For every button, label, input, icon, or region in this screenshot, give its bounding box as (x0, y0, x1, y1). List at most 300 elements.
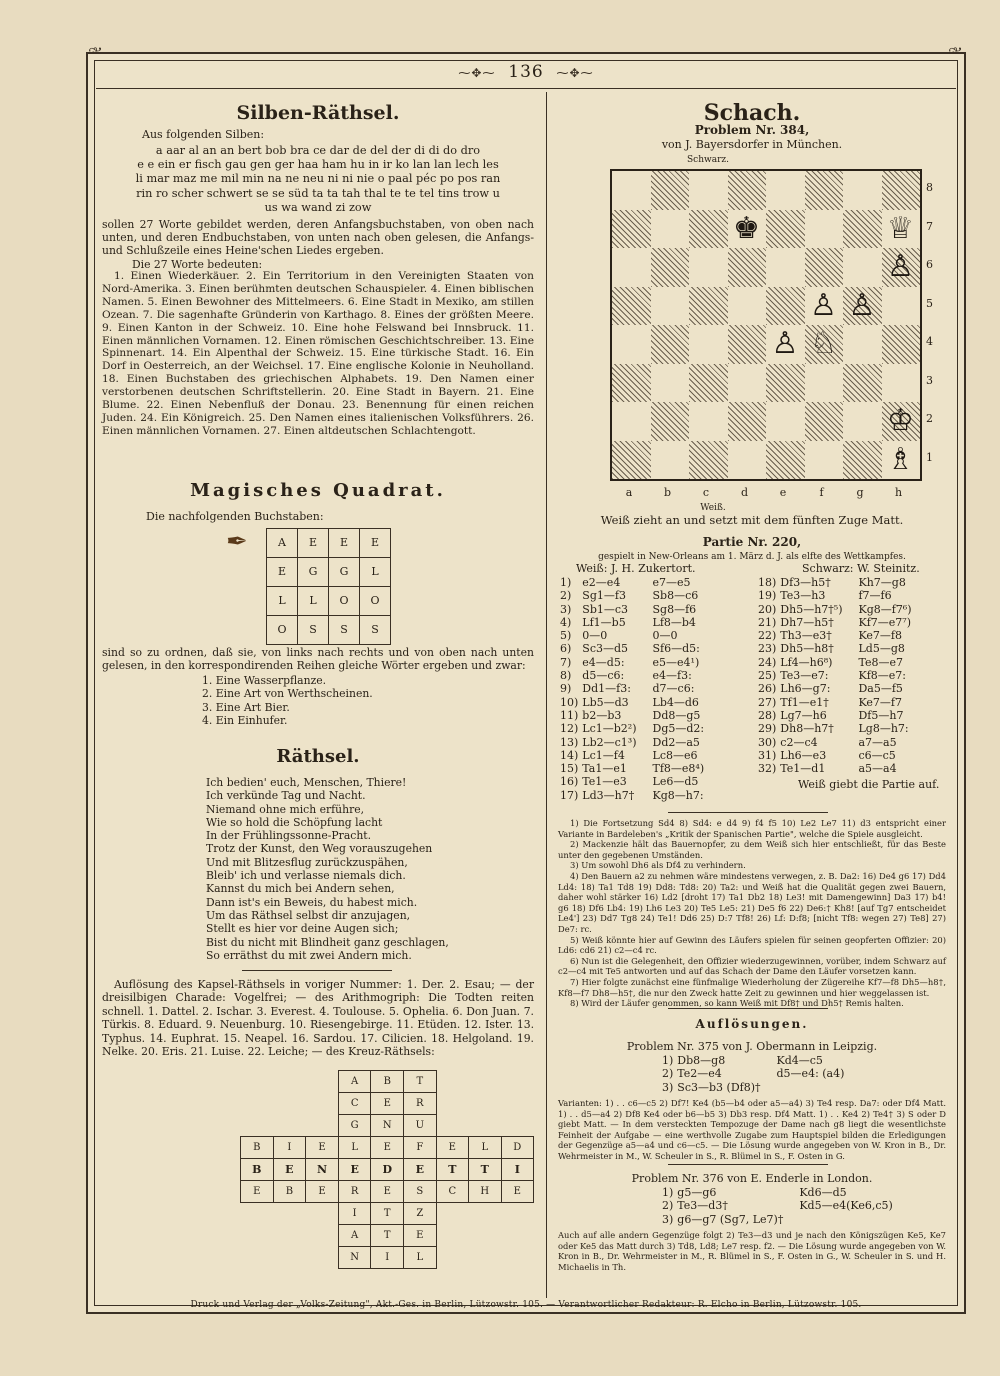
cross-cell: I (273, 1137, 305, 1159)
silben-title: Silben-Räthsel. (236, 102, 400, 124)
magic-row (267, 529, 391, 558)
cross-cell (273, 1247, 305, 1269)
magic-item: 4. Ein Einhufer. (202, 714, 288, 728)
cross-cell: B (371, 1071, 404, 1093)
cross-cell (469, 1203, 502, 1225)
white-pawn-icon: ♙ (771, 326, 799, 361)
board-square (766, 441, 805, 480)
magic-cell: L (298, 587, 329, 616)
cross-cell (241, 1071, 274, 1093)
board-square (651, 402, 690, 441)
problem-task: Weiß zieht an und setzt mit dem fünften Zuge Matt. (600, 513, 904, 527)
white-queen-icon: ♕ (887, 210, 914, 246)
cross-cell (273, 1093, 305, 1115)
chess-board (610, 169, 922, 481)
cross-cell: T (371, 1225, 404, 1247)
cross-cell (306, 1247, 339, 1269)
cross-cell: E (404, 1159, 436, 1181)
cross-cell (241, 1093, 274, 1115)
black-move: Ke7—f8 (858, 629, 902, 643)
magic-cell: E (298, 529, 329, 558)
poem-line: Wie so hold die Schöpfung lacht (206, 815, 383, 829)
board-square (728, 402, 767, 441)
white-move: g5—g6 (677, 1186, 717, 1199)
move-row (756, 736, 914, 749)
board-square (728, 441, 767, 480)
board-square (728, 325, 767, 364)
board-square (805, 210, 844, 249)
move-number: 1) (560, 576, 572, 589)
syllable-line: li mar maz me mil min na ne neu ni ni nie o paal péc po pos ran (135, 172, 501, 186)
footnotes (558, 818, 946, 1009)
white-move: Sb1—c3 (582, 602, 629, 616)
black-move: Kd5—e4(Ke6,c5) (799, 1199, 893, 1213)
white-move: 0—0 (582, 629, 608, 643)
cross-cell: T (371, 1203, 404, 1225)
p375-title: Problem Nr. 375 von J. Obermann in Leipzig. (626, 1040, 878, 1053)
black-move (785, 1213, 894, 1226)
rank-label: 2 (926, 412, 933, 425)
quill-icon: ✒ (226, 527, 248, 557)
magic-cell: S (329, 616, 360, 645)
cross-cell: D (501, 1137, 533, 1159)
poem-line: Um das Räthsel selbst dir anzujagen, (206, 908, 411, 922)
white-move: Lh6—g7: (780, 682, 831, 696)
black-player: Schwarz: W. Steinitz. (802, 562, 920, 575)
board-square (612, 441, 651, 480)
board-square (766, 402, 805, 441)
move-number: 3) (560, 602, 572, 616)
white-move: Ld3—h7† (582, 788, 635, 802)
white-move: Dh7—h5† (780, 615, 834, 629)
cross-cell (501, 1247, 533, 1269)
move-number: 8) (560, 669, 572, 683)
move-number: 11) (560, 708, 579, 722)
magic-square-grid (266, 528, 391, 645)
file-label: f (819, 486, 824, 499)
move-number: 13) (560, 735, 579, 749)
schach-title: Schach. (703, 100, 801, 126)
white-move: g6—g7 (Sg7, Le7)† (677, 1212, 784, 1226)
cross-cell (306, 1203, 339, 1225)
syllable-line: a aar al an an bert bob bra ce dar de del der di di do dro (155, 144, 481, 157)
black-move: Kd6—d5 (799, 1186, 847, 1199)
poem-line: Kannst du mich bei Andern sehen, (206, 882, 395, 896)
move-number: 12) (560, 722, 579, 736)
black-move: Df5—h7 (858, 708, 904, 722)
board-square (882, 325, 921, 364)
board-square (882, 364, 921, 403)
cross-cell: L (469, 1137, 502, 1159)
board-square (651, 325, 690, 364)
white-move: Dh8—h7† (780, 722, 834, 736)
file-label: h (894, 486, 903, 499)
move-row (756, 629, 914, 642)
white-king-icon: ♔ (887, 403, 914, 438)
white-move: Te2—e4 (677, 1067, 722, 1081)
magic-item: 3. Eine Art Bier. (202, 700, 290, 714)
cross-cell: I (501, 1159, 533, 1181)
rank-label: 4 (926, 335, 933, 348)
cross-cell: I (371, 1247, 404, 1269)
move-number: 5) (560, 629, 572, 643)
board-square (805, 171, 844, 210)
black-move (763, 1081, 847, 1094)
cross-cell (501, 1071, 533, 1093)
board-square (651, 441, 690, 480)
board-square (843, 364, 882, 403)
board-square (766, 364, 805, 403)
white-move: Te1—e3 (582, 775, 627, 789)
board-square (689, 210, 728, 249)
poem-line: Ich bedien' euch, Menschen, Thiere! (206, 776, 407, 789)
move-number: 20) (758, 602, 777, 616)
black-move: Lg8—h7: (858, 722, 909, 736)
move-number: 27) (758, 695, 777, 709)
move-row (756, 616, 914, 629)
white-knight-icon: ♘ (810, 326, 837, 361)
board-square (728, 287, 767, 326)
board-square (612, 402, 651, 441)
syllable-line: rin ro scher schwert se se süd ta ta tah thal te te tel tins trow u (136, 186, 500, 200)
rank-label: 7 (926, 219, 933, 233)
move-number: 15) (560, 762, 579, 776)
divider (668, 1164, 828, 1165)
move-row (660, 1054, 846, 1067)
magic-text: sind so zu ordnen, daß sie, von links nach rechts und von oben nach unten gelesen, in den korrespondirenden Reihen gleiche Wörter ergeben und zwar: (102, 646, 534, 673)
move-number: 14) (560, 748, 579, 762)
board-square (728, 171, 767, 210)
black-move: Kf7—e7⁷) (858, 615, 911, 629)
move-row (558, 642, 706, 655)
move-row (558, 722, 706, 735)
magic-item: 2. Eine Art von Werthscheinen. (202, 687, 373, 701)
magic-cell: O (360, 587, 391, 616)
cross-cell: D (371, 1159, 404, 1181)
silben-syllables (102, 144, 534, 215)
black-move: Tf8—e8⁴) (652, 762, 705, 776)
black-move: Lb4—d6 (652, 695, 699, 709)
black-label: Schwarz. (687, 155, 729, 165)
move-row (756, 669, 914, 682)
poem-line: Trotz der Kunst, den Weg vorauszugehen (206, 842, 433, 856)
board-square (612, 325, 651, 364)
divider (668, 1008, 828, 1009)
black-move: Kg8—f7⁶) (858, 602, 912, 616)
black-move: 0—0 (652, 629, 678, 643)
white-move: Lb5—d3 (582, 695, 629, 709)
file-label: g (856, 486, 864, 499)
move-number: 9) (560, 682, 572, 696)
white-move: Ta1—e1 (582, 762, 627, 776)
magic-row (267, 616, 391, 645)
magic-cell: E (267, 558, 298, 587)
cross-cell: N (338, 1247, 371, 1269)
move-number: 2) (560, 589, 572, 603)
move-number: 23) (758, 642, 777, 656)
p376-title: Problem Nr. 376 von E. Enderle in London. (631, 1172, 873, 1185)
move-row (558, 682, 706, 695)
move-row (756, 696, 914, 709)
cross-cell (273, 1115, 305, 1137)
white-player: Weiß: J. H. Zukertort. (576, 562, 696, 575)
magic-intro: Die nachfolgenden Buchstaben: (146, 510, 324, 523)
board-square (689, 441, 728, 480)
board-square (612, 364, 651, 403)
partie-sub: gespielt in New-Orleans am 1. März d. J. als elfte des Wettkampfes. (598, 552, 906, 562)
move-row (756, 709, 914, 722)
move-number: 3) (662, 1212, 674, 1226)
cross-cell (306, 1071, 339, 1093)
silben-meanings: 1. Einen Wiederkäuer. 2. Ein Territorium in den Vereinigten Staaten von Nord-Amerika. 3. Einen berühmten deutschen Schauspieler. 4. Einen biblischen Namen. 5. Einen Bewohner des Mittelmeers. 6. Eine Stadt in Mexiko, am stillen Ozean. 7. Die sagenhafte Gründerin von Karthago. 8. Eines der größten Meere. 9. Einen Kanton in der Schweiz. 10. Eine hohe Felswand bei Innsbruck. 11. Einen männlichen Vornamen. 12. Einen römischen Geschichtschreiber. 13. Eine Spinnenart. 14. Ein Alpenthal der Schweiz. 15. Eine türkische Stadt. 16. Ein Dorf in Oesterreich, an der Weichsel. 17. Eine englische Kolonie in Neuholland. 18. Einen Buchstaben des griechischen Alphabets. 19. Den Namen einer verstorbenen deutschen Schriftstellerin. 20. Eine Stadt in Bayern. 21. Eine Blume. 22. Einen Nebenfluß der Donau. 23. Benennung für einen reichen Juden. 24. Ein Königreich. 25. Den Namen eines italienischen Volksführers. 26. Einen männlichen Vornamen. 27. Einen altdeutschen Schlachtengott. (102, 270, 534, 437)
white-move: Te3—d3† (677, 1199, 728, 1213)
cross-cell (469, 1093, 502, 1115)
file-label: a (625, 486, 633, 499)
poem-line: In der Frühlingssonne-Pracht. (206, 829, 372, 843)
cross-puzzle-grid (240, 1070, 534, 1269)
footnote: 8) Wird der Läufer genommen, so kann Weiß mit Df8† und Dh5† Remis halten. (570, 998, 904, 1009)
cross-cell: R (338, 1181, 371, 1203)
raethsel-poem (206, 776, 532, 962)
move-number: 4) (560, 615, 572, 629)
magic-cell: L (267, 587, 298, 616)
cross-row (241, 1247, 534, 1269)
black-move: Kf8—e7: (858, 669, 906, 683)
move-number: 26) (758, 682, 777, 696)
cross-cell: T (404, 1071, 436, 1093)
footnote: 5) Weiß könnte hier auf Gewinn des Läufers spielen für seinen geopferten Offizier: 20) Ld6: cd6 21) c2—c4 rc. (558, 934, 946, 956)
footer-imprint: Druck und Verlag der „Volks-Zeitung", Akt.-Ges. in Berlin, Lützowstr. 105. — Verantwortlicher Redakteur: R. Elcho in Berlin, Lützowstr. 105. (190, 1300, 862, 1310)
move-row (558, 736, 706, 749)
file-label: c (702, 486, 710, 499)
board-square (689, 171, 728, 210)
raethsel-title: Räthsel. (276, 746, 360, 767)
white-move: e4—d5: (582, 655, 625, 669)
cross-row (241, 1137, 534, 1159)
magic-cell: L (360, 558, 391, 587)
page (86, 52, 966, 1314)
magic-cell: O (267, 616, 298, 645)
cross-cell (241, 1247, 274, 1269)
white-move: Te1—d1 (780, 762, 826, 776)
black-move: Ke7—f7 (858, 695, 902, 709)
move-row (558, 589, 706, 602)
board-square (651, 287, 690, 326)
white-move: Te3—h3 (780, 589, 826, 603)
cross-row (241, 1181, 534, 1203)
silben-text: sollen 27 Worte gebildet werden, deren Anfangsbuchstaben, von oben nach unten, und deren Endbuchstaben, von unten nach oben gelesen, die Anfangs- und Schlußzeile eines Heine'schen Liedes ergeben. (102, 218, 534, 258)
move-row (756, 722, 914, 735)
black-move: e4—f3: (652, 669, 692, 683)
cross-cell: E (436, 1137, 468, 1159)
white-move: Df3—h5† (780, 576, 831, 589)
file-label: d (740, 486, 749, 499)
footnote: 2) Mackenzie hält das Bauernopfer, zu dem Weiß sich hier entschließt, für das Beste unter den gegebenen Umständen. (558, 839, 946, 860)
cross-cell: E (404, 1225, 436, 1247)
magic-row (267, 558, 391, 587)
divider (668, 812, 828, 813)
move-number: 18) (758, 576, 777, 589)
cross-cell (469, 1225, 502, 1247)
cross-cell (273, 1225, 305, 1247)
white-pawn-icon: ♙ (887, 249, 914, 284)
move-number: 25) (758, 669, 777, 683)
white-move: Dd1—f3: (582, 682, 631, 696)
cross-cell: T (469, 1159, 502, 1181)
board-square (843, 171, 882, 210)
board-square (689, 325, 728, 364)
cross-cell: N (371, 1115, 404, 1137)
cross-cell: E (241, 1181, 274, 1203)
white-label: Weiß. (700, 503, 726, 513)
cross-cell: N (306, 1159, 339, 1181)
cross-row (241, 1093, 534, 1115)
black-move: d5—e4: (a4) (776, 1067, 845, 1081)
move-number: 1) (662, 1186, 674, 1199)
cross-cell (436, 1225, 468, 1247)
cross-cell: B (241, 1159, 274, 1181)
move-number: 29) (758, 722, 777, 736)
aufloesung-text: Auflösung des Kapsel-Räthsels in voriger Nummer: 1. Der. 2. Esau; — der dreisilbigen Charade: Vogelfrei; — des Arithmogriph: Die Todten reiten schnell. 1. Dattel. 2. Ischar. 3. Everest. 4. Toulouse. 5. Ophelia. 6. Don Juan. 7. Türkis. 8. Eduard. 9. Neuenburg. 10. Riesengebirge. 11. Etüden. 12. Ister. 13. Typhus. 14. Euphrat. 15. Neapel. 16. Sardou. 17. Cilicien. 18. Helgoland. 19. Nelke. 20. Eris. 21. Luise. 22. Leiche; — des Kreuz-Räthsels: (102, 978, 534, 1059)
move-number: 19) (758, 589, 777, 603)
move-row (558, 576, 706, 589)
cross-row (241, 1159, 534, 1181)
silben-meaning-intro: Die 27 Worte bedeuten: (132, 258, 263, 271)
move-row (756, 656, 914, 669)
cross-cell: A (338, 1071, 371, 1093)
white-move: Lb2—c1³) (582, 735, 637, 749)
cross-cell (469, 1247, 502, 1269)
cross-cell (436, 1115, 468, 1137)
white-move: Tf1—e1† (780, 695, 829, 709)
board-square (651, 248, 690, 287)
cross-cell: B (273, 1181, 305, 1203)
black-move: Dd8—g5 (652, 708, 701, 722)
move-number: 24) (758, 655, 777, 669)
cross-cell: E (306, 1181, 339, 1203)
cross-cell: H (469, 1181, 502, 1203)
syllable-line: us wa wand zi zow (264, 200, 372, 214)
white-move: Dh5—h7†⁵) (780, 602, 843, 616)
rank-label: 8 (926, 181, 933, 194)
rank-label: 5 (926, 296, 933, 310)
move-number: 6) (560, 642, 572, 656)
cross-cell: L (338, 1137, 371, 1159)
cross-cell: E (338, 1159, 371, 1181)
move-number: 10) (560, 695, 579, 709)
cross-cell: R (404, 1093, 436, 1115)
magic-cell: E (360, 529, 391, 558)
board-square (728, 364, 767, 403)
white-move: Lg7—h6 (780, 708, 827, 722)
move-number: 30) (758, 735, 777, 749)
file-label: b (663, 486, 672, 499)
magic-cell: G (329, 558, 360, 587)
poem-line: Stellt es hier vor deine Augen sich; (206, 922, 399, 936)
cross-cell (501, 1225, 533, 1247)
white-move: Lc1—f4 (582, 748, 625, 762)
p376-moves (660, 1186, 895, 1226)
cross-cell: E (371, 1181, 404, 1203)
black-move: Sb8—c6 (652, 589, 699, 603)
cross-cell: E (371, 1137, 404, 1159)
cross-cell (436, 1203, 468, 1225)
cross-cell (436, 1247, 468, 1269)
poem-line: Dann ist's ein Beweis, du habest mich. (206, 895, 418, 909)
move-row (756, 682, 914, 695)
move-number: 7) (560, 655, 572, 669)
footnote: 6) Nun ist die Gelegenheit, den Offizier wiederzugewinnen, vorüber, indem Schwarz auf c2—c4 mit Te5 antworten und auf das Schach der Dame den Läufer vorsetzen kann. (558, 955, 946, 977)
cross-cell (273, 1203, 305, 1225)
aufl-title: Auflösungen. (695, 1017, 809, 1031)
column-divider (546, 92, 547, 1298)
partie-title: Partie Nr. 220, (702, 535, 802, 549)
cross-cell: C (338, 1093, 371, 1115)
cross-row (241, 1225, 534, 1247)
board-square (766, 210, 805, 249)
magic-cell: O (329, 587, 360, 616)
p375-moves (660, 1054, 846, 1094)
black-move: e5—e4¹) (652, 655, 700, 669)
move-row (660, 1199, 895, 1212)
cross-cell (436, 1093, 468, 1115)
cross-cell (273, 1071, 305, 1093)
cross-cell (306, 1093, 339, 1115)
white-bishop-icon: ♗ (887, 441, 914, 477)
board-square (843, 248, 882, 287)
cross-cell: T (436, 1159, 468, 1181)
move-row (558, 762, 706, 775)
black-move: Lf8—b4 (652, 615, 696, 629)
p376-variants: Auch auf alle andern Gegenzüge folgt 2) Te3—d3 und je nach den Königszügen Ke5, Ke7 oder Ke5 das Matt durch 3) Td8, Ld8; Le7 resp. f2. — Die Lösung wurde angegeben von W. Kron in B., Dr. Wehrmeister in M., R. Blümel in S., F. Osten in G., W. Scheuler in S. und H. Michaelis in Th. (558, 1230, 946, 1272)
cross-cell: Z (404, 1203, 436, 1225)
cross-cell (306, 1115, 339, 1137)
board-square (805, 441, 844, 480)
magic-row (267, 587, 391, 616)
rank-label: 6 (926, 258, 933, 271)
board-square (843, 441, 882, 480)
cross-cell: B (241, 1137, 274, 1159)
cross-cell: C (436, 1181, 468, 1203)
poem-line: Bleib' ich und verlasse niemals dich. (206, 869, 406, 883)
move-row (756, 642, 914, 655)
magic-item: 1. Eine Wasserpflanze. (202, 674, 327, 687)
board-square (805, 402, 844, 441)
moves-left (558, 576, 706, 802)
white-move: Lf1—b5 (582, 615, 626, 629)
black-move: Kh7—g8 (858, 576, 906, 589)
black-move: d7—c6: (652, 682, 695, 696)
poem-line: So erräthst du mit zwei Andern mich. (206, 948, 412, 962)
white-move: d5—c6: (582, 669, 625, 683)
move-number: 28) (758, 708, 777, 722)
cross-cell: A (338, 1225, 371, 1247)
rank-label: 1 (926, 450, 933, 464)
file-label: e (779, 486, 787, 499)
poem-line: Bist du nicht mit Blindheit ganz geschlagen, (206, 935, 449, 949)
board-square (728, 248, 767, 287)
footnote: 7) Hier folgte zunächst eine fünfmalige Wiederholung der Zügereihe Kf7—f8 Dh5—h8†, Kf8—f7 Dh8—h5†, die nur den Zweck hatte Zeit zu gewinnen und hier weggelassen ist. (558, 976, 946, 998)
move-number: 22) (758, 629, 777, 643)
move-row (756, 576, 914, 589)
cross-cell: U (404, 1115, 436, 1137)
cross-cell (469, 1071, 502, 1093)
cross-cell: S (404, 1181, 436, 1203)
white-move: Sc3—b3 (Df8)† (677, 1080, 761, 1094)
black-move: f7—f6 (858, 589, 892, 603)
white-move: Dh5—h8† (780, 642, 834, 656)
white-move: e2—e4 (582, 576, 621, 589)
